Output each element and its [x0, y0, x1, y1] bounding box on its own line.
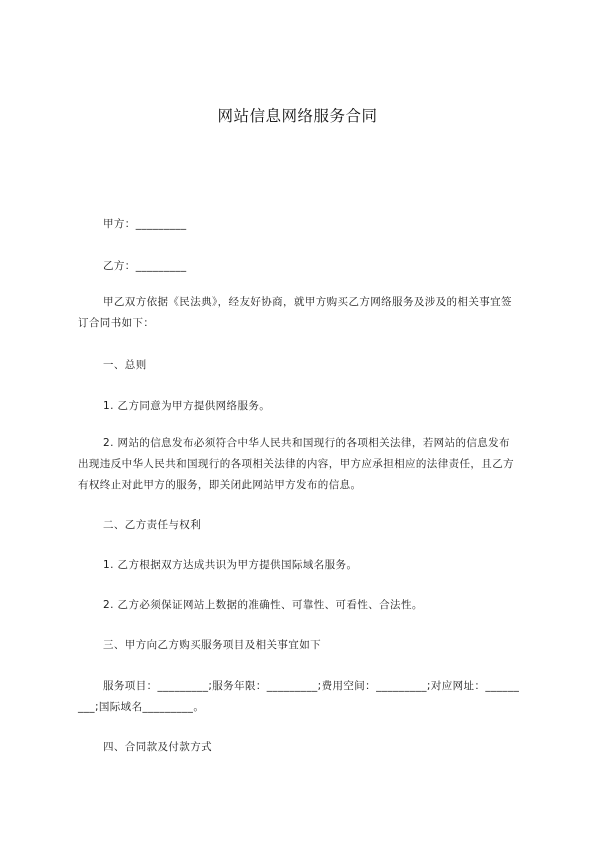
section-heading-payment: 四、合同款及付款方式 — [103, 741, 212, 753]
clause-2-2: 2. 乙方必须保证网站上数据的准确性、可靠性、可看性、合法性。 — [103, 599, 423, 611]
clause-1-2: 2. 网站的信息发布必须符合中华人民共和国现行的各项相关法律，若网站的信息发布出现违反中华人民共和国现行的各项相关法律的内容，甲方应承担相应的法律责任，且乙方有权终止对此甲方的服务，即关闭此网站甲方发布的信息。 — [78, 437, 514, 491]
section-heading-general: 一、总则 — [103, 359, 147, 371]
section-heading-duties: 二、乙方责任与权利 — [103, 519, 202, 531]
clause-1-1: 1. 乙方同意为甲方提供网络服务。 — [103, 400, 271, 412]
document-title: 网站信息网络服务合同 — [217, 107, 378, 125]
preamble-paragraph: 甲乙双方依据《民法典》，经友好协商，就甲方购买乙方网络服务及涉及的相关事宜签订合同书如下： — [78, 296, 512, 329]
party-b-line: 乙方：_________ — [103, 260, 187, 272]
party-a-line: 甲方：_________ — [103, 218, 187, 230]
clause-2-1: 1. 乙方根据双方达成共识为甲方提供国际域名服务。 — [103, 559, 358, 571]
service-details-line: 服务项目：_________;服务年限：_________;费用空间：_________;对应网址：_________;国际域名_________。 — [78, 680, 520, 713]
section-heading-purchase: 三、甲方向乙方购买服务项目及相关事宜如下 — [103, 639, 321, 651]
